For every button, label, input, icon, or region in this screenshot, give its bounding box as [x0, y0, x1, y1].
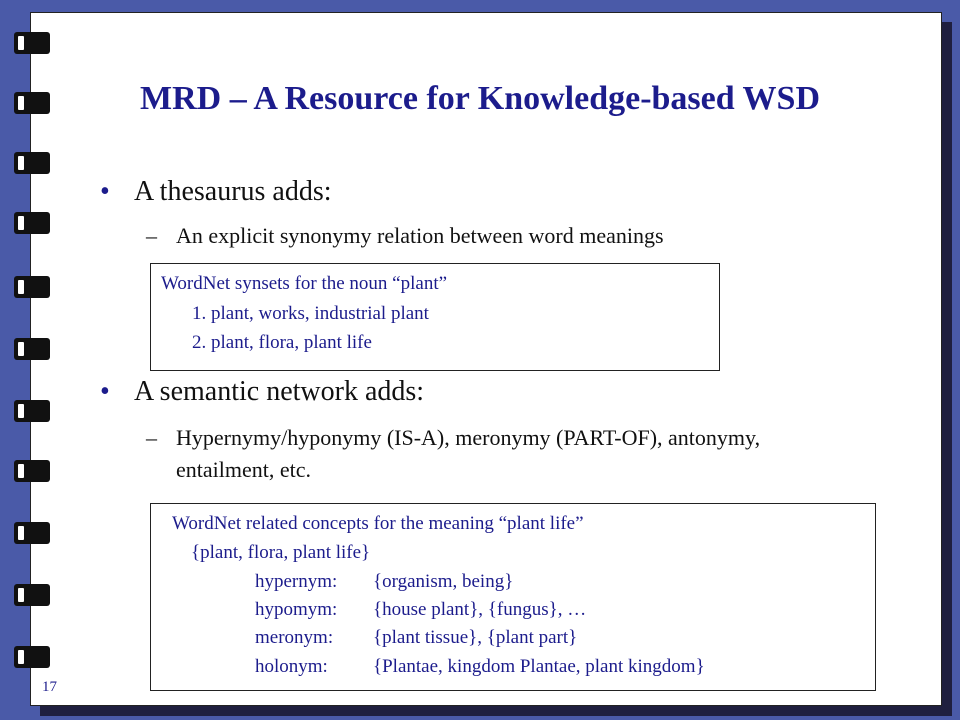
- bullet-dot-icon: •: [100, 176, 110, 207]
- dash-icon: –: [146, 223, 157, 248]
- binder-ring: [14, 460, 50, 482]
- binder-ring: [14, 276, 50, 298]
- relation-value: {plant tissue}, {plant part}: [373, 627, 578, 648]
- sub-bullet-text: entailment, etc.: [176, 457, 311, 482]
- related-heading: WordNet related concepts for the meaning “plant life”: [172, 513, 584, 534]
- slide-number: 17: [42, 679, 57, 695]
- sub-bullet: [146, 220, 664, 252]
- relation-value: {house plant}, {fungus}, …: [373, 599, 587, 620]
- binder-ring: [14, 646, 50, 668]
- related-concepts-box: [150, 503, 876, 691]
- bullet-text: A semantic network adds:: [134, 376, 425, 407]
- sub-bullet-text: Hypernymy/hyponymy (IS-A), meronymy (PART-OF), antonymy,: [176, 425, 761, 450]
- bullet-dot-icon: •: [100, 376, 110, 407]
- synsets-heading: WordNet synsets for the noun “plant”: [161, 273, 448, 294]
- bullet-semantic-network: [100, 376, 424, 408]
- slide-title: MRD – A Resource for Knowledge-based WSD: [140, 80, 820, 117]
- relation-name: hypomym:: [255, 599, 338, 620]
- relation-name: meronym:: [255, 627, 334, 648]
- binder-ring: [14, 32, 50, 54]
- synset-item: 2. plant, flora, plant life: [192, 332, 372, 353]
- synset-item: 1. plant, works, industrial plant: [192, 303, 429, 324]
- sub-bullet-continuation: [176, 454, 311, 486]
- relation-name: holonym:: [255, 656, 328, 677]
- bullet-thesaurus: [100, 176, 332, 208]
- related-synset: {plant, flora, plant life}: [191, 542, 371, 563]
- sub-bullet: [146, 422, 760, 454]
- binder-ring: [14, 522, 50, 544]
- sub-bullet-text: An explicit synonymy relation between word meanings: [176, 223, 664, 248]
- relation-value: {organism, being}: [373, 571, 514, 592]
- binder-ring: [14, 152, 50, 174]
- synsets-box: [150, 263, 720, 371]
- binder-ring: [14, 400, 50, 422]
- relation-name: hypernym:: [255, 571, 338, 592]
- relation-value: {Plantae, kingdom Plantae, plant kingdom}: [373, 656, 705, 677]
- binder-ring: [14, 212, 50, 234]
- dash-icon: –: [146, 425, 157, 450]
- binder-ring: [14, 584, 50, 606]
- binder-ring: [14, 338, 50, 360]
- bullet-text: A thesaurus adds:: [134, 176, 332, 207]
